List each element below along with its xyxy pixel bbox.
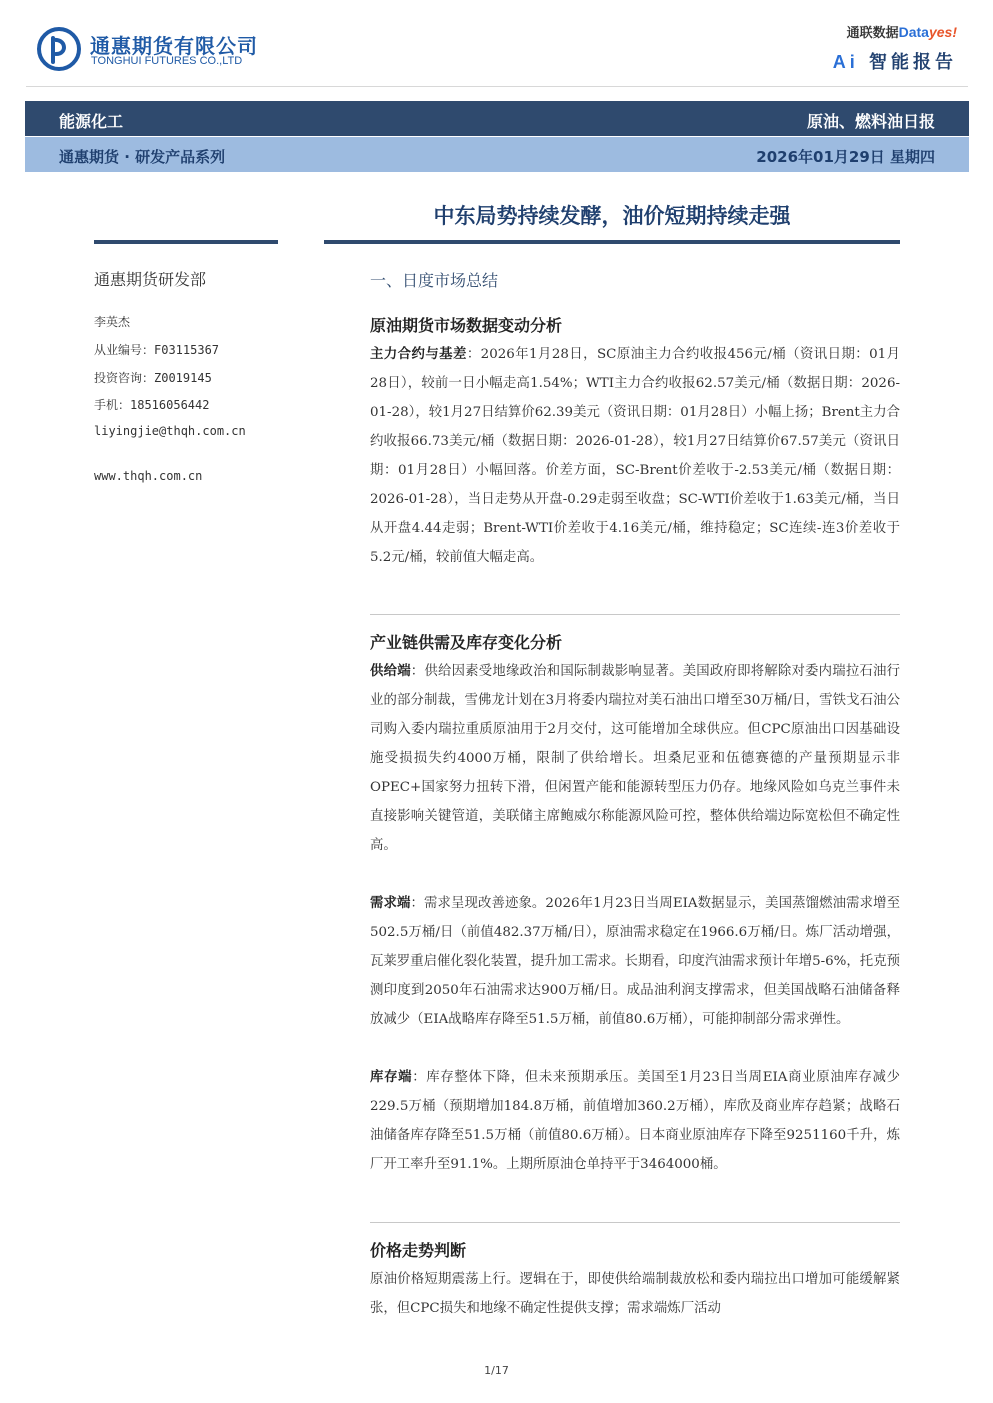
ai-report-text: 智能报告 xyxy=(869,52,957,73)
page-number: 1/17 xyxy=(484,1364,509,1377)
label-demand: 需求端 xyxy=(370,896,411,911)
series-label: 通惠期货 · 研发产品系列 xyxy=(59,148,226,166)
report-title: 中东局势持续发酵，油价短期持续走强 xyxy=(433,204,791,228)
text-supply: ：供给因素受地缘政治和国际制裁影响显著。美国政府即将解除对委内瑞拉石油行业的部分制裁，雪佛龙计划在3月将委内瑞拉对美石油出口增至30万桶/日，雪铁戈石油公司购入委内瑞拉重质原油用于2月交付，这可能增加全球供应。但CPC原油出口因基础设施受损损失约4000万桶，限制了供给增长。坦桑尼亚和伍德赛德的产量预期显示非OPEC+国家努力扭转下滑，但闲置产能和能源转型压力仍存。地缘风险如乌克兰事件未直接影响关键管道，美联储主席鲍威尔称能源风险可控，整体供给端边际宽松但不确定性高。 xyxy=(370,664,901,853)
ai-report-logo xyxy=(833,48,957,74)
report-date: 2026年01月29日 星期四 xyxy=(756,148,935,166)
website-link[interactable]: www.thqh.com.cn xyxy=(94,469,203,483)
text-contract-basis: ：2026年1月28日，SC原油主力合约收报456元/桶（资讯日期：01月28日），较前一日小幅走高1.54%；WTI主力合约收报62.57美元/桶（数据日期：2026-01-28），较1月27日结算价62.39美元（资讯日期：01月28日）小幅上扬；Brent主力合约收报66.73美元/桶（数据日期：2026-01-28），较1月27日结算价67.57美元（资讯日期：01月28日）小幅回落。价差方面，SC-Brent价差收于-2.53美元/桶（数据日期：2026-01-28），当日走势从开盘-0.29走弱至收盘；SC-WTI价差收于1.63美元/桶，当日从开盘4.44走弱；Brent-WTI价差收于4.16美元/桶，维持稳定；SC连续-连3价差收于5.2元/桶，较前值大幅走高。 xyxy=(370,347,901,565)
paragraph-inventory xyxy=(370,1063,900,1179)
datayes-logo xyxy=(847,22,957,41)
sidebar-rule xyxy=(94,240,278,244)
paragraph-price: 原油价格短期震荡上行。逻辑在于，即使供给端制裁放松和委内瑞拉出口增加可能缓解紧张，但CPC损失和地缘不确定性提供支撑；需求端炼厂活动 xyxy=(370,1272,900,1316)
license-number: 从业编号：F03115367 xyxy=(94,343,220,357)
section-title: 一、日度市场总结 xyxy=(370,271,499,290)
heading-price-trend: 价格走势判断 xyxy=(370,1241,467,1260)
datayes-yes: yes! xyxy=(928,24,957,40)
company-name-cn: 通惠期货有限公司 xyxy=(90,34,258,58)
research-dept: 通惠期货研发部 xyxy=(94,270,207,289)
paragraph-demand xyxy=(370,889,900,1034)
header-divider xyxy=(26,86,968,87)
company-logo-icon xyxy=(36,26,82,72)
consult-number: 投资咨询：Z0019145 xyxy=(94,371,212,385)
phone-number: 手机：18516056442 xyxy=(94,398,210,412)
category-label: 能源化工 xyxy=(59,112,124,131)
heading-futures-analysis: 原油期货市场数据变动分析 xyxy=(370,316,563,335)
report-type-label: 原油、燃料油日报 xyxy=(806,112,935,131)
paragraph-futures xyxy=(370,340,900,572)
analyst-name: 李英杰 xyxy=(94,315,131,329)
heading-supply-chain: 产业链供需及库存变化分析 xyxy=(370,633,563,652)
label-inventory: 库存端 xyxy=(370,1070,413,1085)
company-name-en: TONGHUI FUTURES CO.,LTD xyxy=(91,55,243,67)
divider xyxy=(370,614,900,615)
datayes-cn: 通联数据 xyxy=(846,25,899,40)
ai-mark: Ai xyxy=(832,52,859,72)
paragraph-supply xyxy=(370,657,900,860)
text-inventory: ：库存整体下降，但未来预期承压。美国至1月23日当周EIA商业原油库存减少229.5万桶（预期增加184.8万桶，前值增加360.2万桶），库欣及商业库存趋紧；战略石油储备库存降至51.5万桶（前值80.6万桶）。日本商业原油库存下降至9251160千升，炼厂开工率升至91.1%。上期所原油仓单持平于3464000桶。 xyxy=(370,1070,901,1172)
label-supply: 供给端 xyxy=(370,664,411,679)
datayes-data: Data xyxy=(898,24,929,40)
category-bar xyxy=(25,101,969,136)
text-demand: ：需求呈现改善迹象。2026年1月23日当周EIA数据显示，美国蒸馏燃油需求增至502.5万桶/日（前值482.37万桶/日），原油需求稳定在1966.6万桶/日。炼厂活动增强，瓦莱罗重启催化裂化装置，提升加工需求。长期看，印度汽油需求预计年增5-6%，托克预测印度到2050年石油需求达900万桶/日。成品油利润支撑需求，但美国战略石油储备释放减少（EIA战略库存降至51.5万桶，前值80.6万桶），可能抑制部分需求弹性。 xyxy=(370,896,900,1027)
series-bar xyxy=(25,137,969,172)
email-link[interactable]: liyingjie@thqh.com.cn xyxy=(94,424,246,438)
divider xyxy=(370,1222,900,1223)
label-contract-basis: 主力合约与基差 xyxy=(370,347,467,362)
title-rule xyxy=(324,240,900,244)
